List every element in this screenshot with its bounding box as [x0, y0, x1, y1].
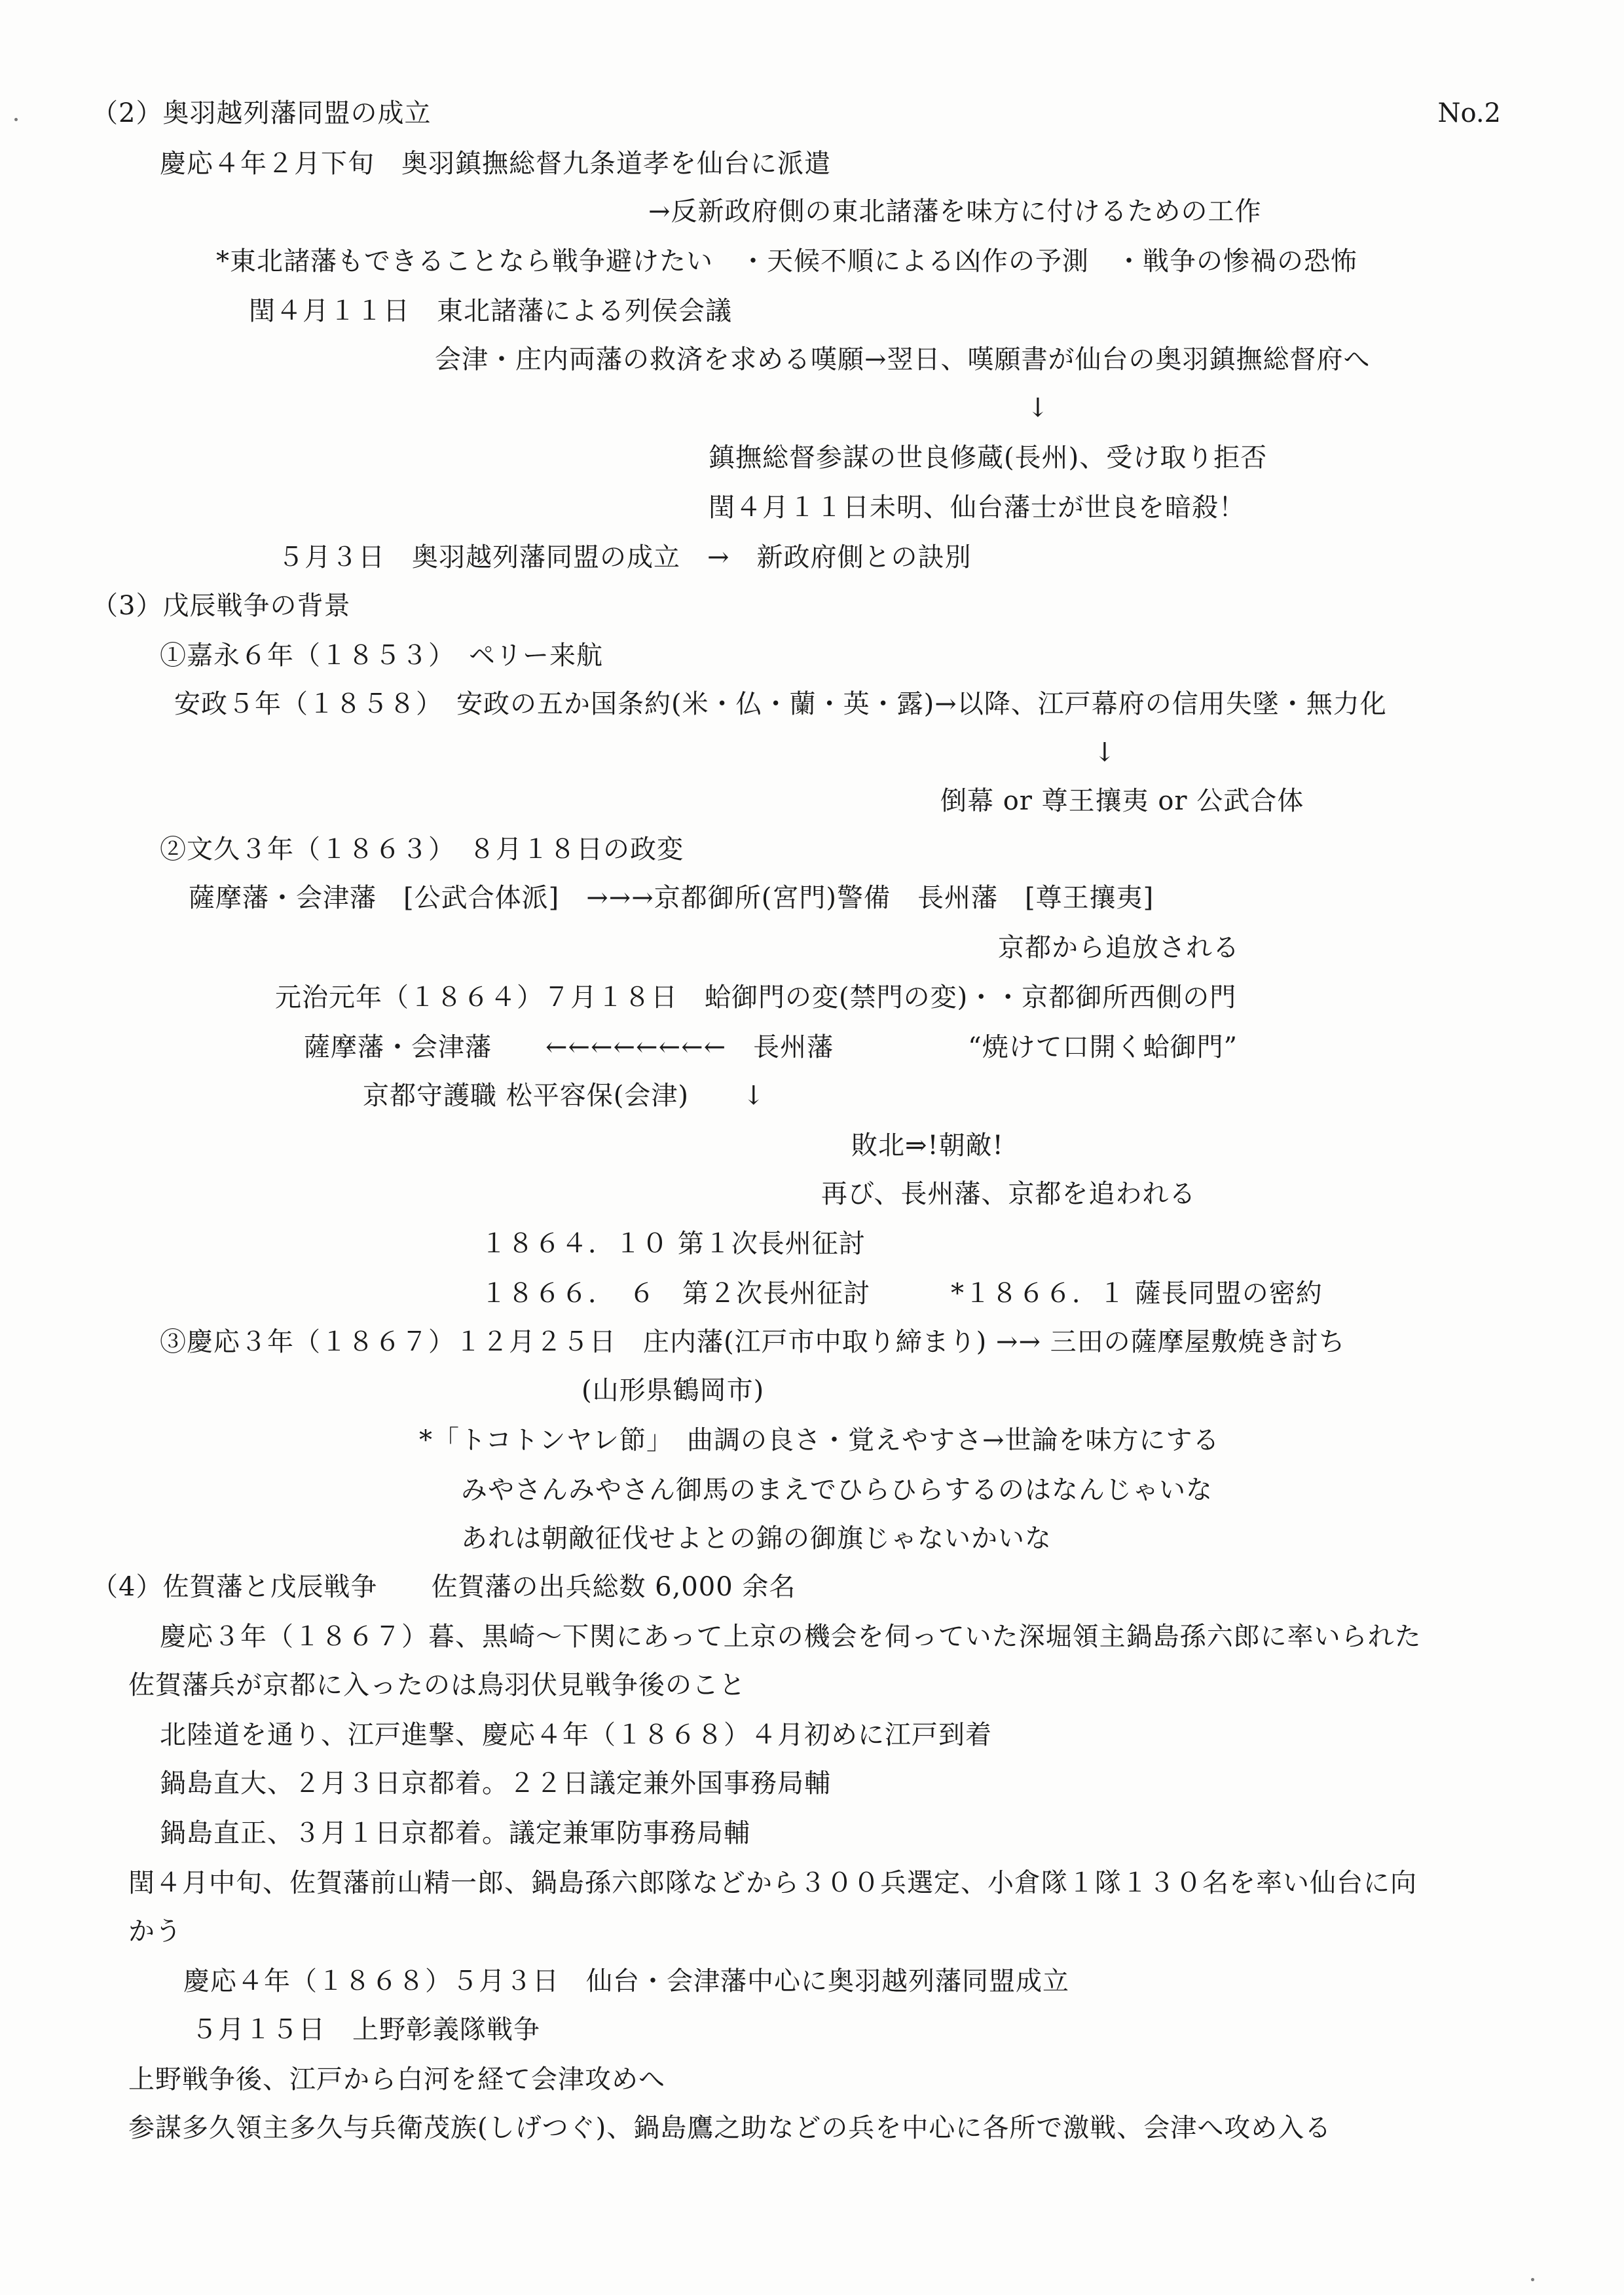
- section-heading-2: （2）奥羽越列藩同盟の成立: [92, 98, 432, 128]
- text-line: 再び、長州藩、京都を追われる: [821, 1179, 1196, 1209]
- text-line: 鍋島直大、２月３日京都着。２２日議定兼外国事務局輔: [160, 1768, 831, 1799]
- text-line: 薩摩藩・会津藩 ←←←←←←←← 長州藩 “焼けて口開く蛤御門”: [304, 1032, 1238, 1062]
- text-line: ②文久３年（１８６３） ８月１８日の政変: [160, 834, 684, 865]
- text-line: １８６４．１０ 第１次長州征討: [481, 1229, 866, 1259]
- text-line: 京都から追放される: [998, 933, 1240, 963]
- section-heading-4: （4）佐賀藩と戊辰戦争 佐賀藩の出兵総数 6,000 余名: [92, 1572, 796, 1602]
- text-line: 参謀多久領主多久与兵衛茂族(しげつぐ)、鍋島鷹之助などの兵を中心に各所で激戦、会津へ攻め入る: [128, 2113, 1332, 2143]
- text-line: 倒幕 or 尊王攘夷 or 公武合体: [940, 786, 1304, 816]
- text-line: 慶応４年（１８６８）５月３日 仙台・会津藩中心に奥羽越列藩同盟成立: [183, 1966, 1069, 1996]
- arrow-down: ↓: [1027, 393, 1050, 423]
- text-line: ５月３日 奥羽越列藩同盟の成立 → 新政府側との訣別: [278, 542, 972, 572]
- section-heading-3: （3）戊辰戦争の背景: [92, 591, 351, 621]
- text-line: 元治元年（１８６４）７月１８日 蛤御門の変(禁門の変)・・京都御所西側の門: [275, 982, 1237, 1013]
- page-number: No.2: [1437, 98, 1501, 128]
- text-line: 鎮撫総督参謀の世良修蔵(長州)、受け取り拒否: [709, 443, 1268, 473]
- text-line: *「トコトンヤレ節」 曲調の良さ・覚えやすさ→世論を味方にする: [419, 1425, 1220, 1455]
- text-line: 上野戦争後、江戸から白河を経て会津攻めへ: [128, 2064, 665, 2095]
- text-line: みやさんみやさん御馬のまえでひらひらするのはなんじゃいな: [461, 1475, 1213, 1505]
- text-line: →反新政府側の東北諸藩を味方に付けるための工作: [648, 196, 1262, 227]
- text-line: 京都守護職 松平容保(会津) ↓: [363, 1081, 766, 1111]
- text-line: 北陸道を通り、江戸進撃、慶応４年（１８６８）４月初めに江戸到着: [160, 1720, 992, 1750]
- text-line: 薩摩藩・会津藩 [公武合体派] →→→京都御所(宮門)警備 長州藩 [尊王攘夷]: [189, 883, 1154, 913]
- text-line: (山形県鶴岡市): [581, 1375, 765, 1406]
- text-line: １８６６． ６ 第２次長州征討 *１８６６．１ 薩長同盟の密約: [481, 1278, 1323, 1309]
- text-line: *東北諸藩もできることなら戦争避けたい ・天候不順による凶作の予測 ・戦争の惨禍の恐怖: [216, 246, 1357, 276]
- text-line: 会津・庄内両藩の救済を求める嘆願→翌日、嘆願書が仙台の奥羽鎮撫総督府へ: [435, 345, 1371, 375]
- text-line: ５月１５日 上野彰義隊戦争: [191, 2015, 540, 2045]
- text-line: あれは朝敵征伐せよとの錦の御旗じゃないかいな: [461, 1523, 1052, 1554]
- text-line: 慶応４年２月下旬 奥羽鎮撫総督九条道孝を仙台に派遣: [160, 149, 831, 179]
- text-line: ③慶応３年（１８６７）１２月２５日 庄内藩(江戸市中取り締まり) →→ 三田の薩摩屋敷焼き討ち: [160, 1327, 1346, 1357]
- text-line: 閏４月中旬、佐賀藩前山精一郎、鍋島孫六郎隊などから３００兵選定、小倉隊１隊１３０名を率い仙台に向: [128, 1868, 1417, 1898]
- text-line: ①嘉永６年（１８５３） ペリー来航: [160, 641, 603, 671]
- text-line: かう: [128, 1916, 182, 1947]
- scan-speck: [14, 118, 18, 121]
- text-line: 鍋島直正、３月１日京都着。議定兼軍防事務局輔: [160, 1818, 750, 1848]
- text-line: 閏４月１１日未明、仙台藩士が世良を暗殺！: [709, 493, 1246, 523]
- text-line: 慶応３年（１８６７）暮、黒崎～下関にあって上京の機会を伺っていた深堀領主鍋島孫六郎に率いられた: [160, 1622, 1422, 1652]
- text-line: 佐賀藩兵が京都に入ったのは鳥羽伏見戦争後のこと: [128, 1670, 746, 1700]
- text-line: 安政５年（１８５８） 安政の五か国条約(米・仏・蘭・英・露)→以降、江戸幕府の信用失墜・無力化: [174, 689, 1387, 719]
- arrow-down: ↓: [1094, 737, 1116, 768]
- text-line: 閏４月１１日 東北諸藩による列侯会議: [249, 296, 732, 326]
- text-line: 敗北⇒!朝敵!: [851, 1130, 1004, 1161]
- scan-speck: [1531, 2278, 1534, 2281]
